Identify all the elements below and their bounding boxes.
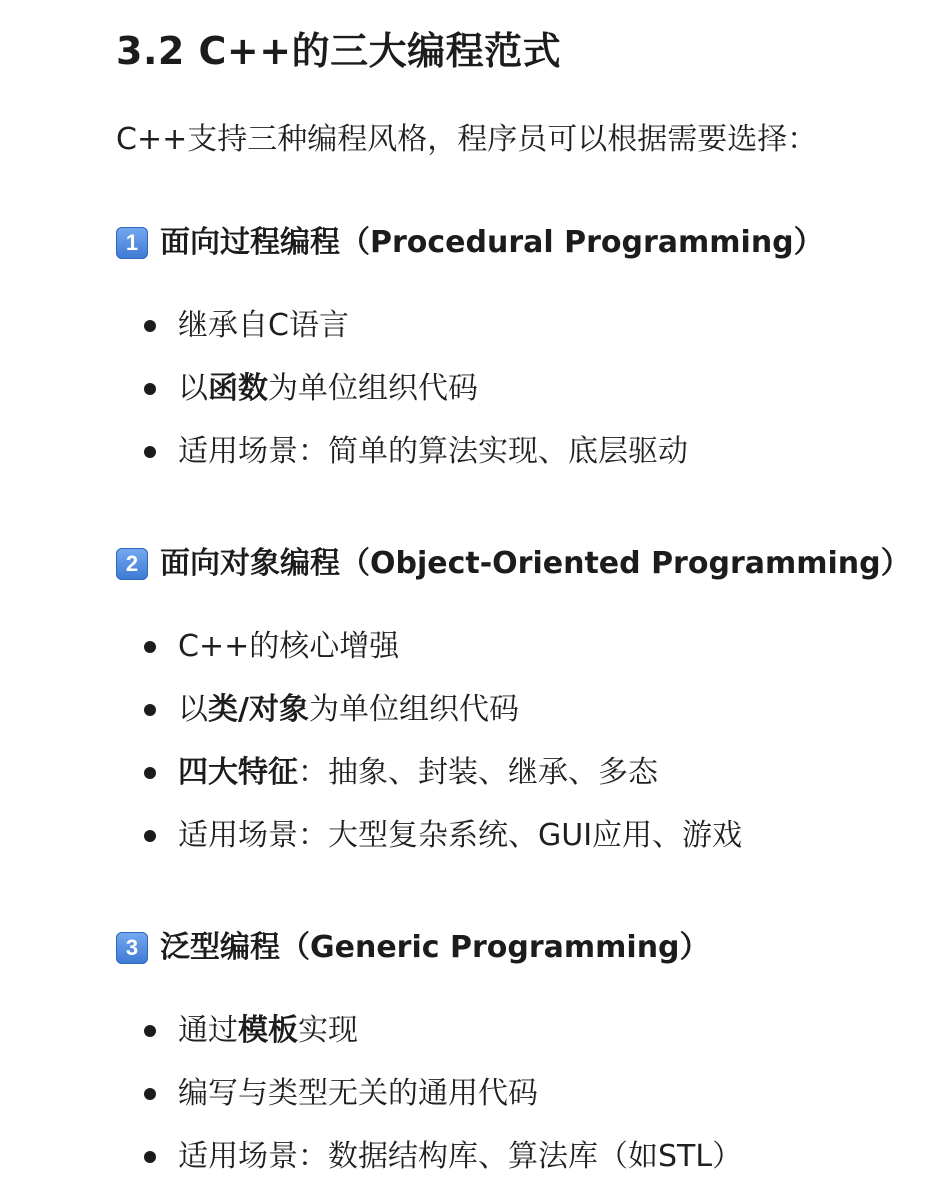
- item-bold: 类/对象: [208, 692, 309, 727]
- intro-paragraph: C++支持三种编程风格，程序员可以根据需要选择：: [116, 122, 818, 157]
- list-item: [116, 420, 916, 483]
- section-heading: [116, 218, 916, 268]
- keycap-two-icon: 2: [116, 548, 148, 580]
- list-item: [116, 294, 916, 357]
- section-heading-text: 泛型编程（Generic Programming）: [160, 930, 710, 965]
- item-text: 适用场景：简单的算法实现、底层驱动: [178, 434, 688, 469]
- list-item: [116, 804, 916, 867]
- list-item: [116, 678, 916, 741]
- document: [116, 26, 916, 1188]
- page-title: 3.2 C++的三大编程范式: [116, 29, 562, 73]
- bullet-icon: [144, 641, 156, 653]
- bullet-icon: [144, 446, 156, 458]
- bullet-list: [116, 615, 916, 867]
- keycap-three-icon: 3: [116, 932, 148, 964]
- item-text: 继承自C语言: [178, 308, 349, 343]
- bullet-icon: [144, 1025, 156, 1037]
- item-text: 以: [178, 692, 208, 727]
- item-bold: 模板: [238, 1013, 298, 1048]
- item-text: 适用场景：大型复杂系统、GUI应用、游戏: [178, 818, 743, 853]
- list-item: [116, 999, 916, 1062]
- bullet-icon: [144, 383, 156, 395]
- item-text: 适用场景：数据结构库、算法库（如STL）: [178, 1139, 743, 1174]
- bullet-icon: [144, 767, 156, 779]
- list-item: [116, 741, 916, 804]
- list-item: [116, 1125, 916, 1188]
- section-heading-text: 面向对象编程（Object-Oriented Programming）: [160, 546, 911, 581]
- item-text: 以: [178, 371, 208, 406]
- section-heading: [116, 539, 916, 589]
- list-item: [116, 1062, 916, 1125]
- item-text-post: 为单位组织代码: [268, 371, 478, 406]
- item-text-post: 实现: [298, 1013, 358, 1048]
- bullet-icon: [144, 1088, 156, 1100]
- bullet-list: [116, 999, 916, 1188]
- item-bold: 函数: [208, 371, 268, 406]
- section-object-oriented: [116, 539, 916, 867]
- item-text-post: ：抽象、封装、继承、多态: [298, 755, 658, 790]
- section-heading: [116, 923, 916, 973]
- section-heading-text: 面向过程编程（Procedural Programming）: [160, 225, 824, 260]
- item-text: 编写与类型无关的通用代码: [178, 1076, 538, 1111]
- bullet-list: [116, 294, 916, 483]
- section-generic: [116, 923, 916, 1188]
- bullet-icon: [144, 320, 156, 332]
- bullet-icon: [144, 830, 156, 842]
- item-text-post: 为单位组织代码: [308, 692, 519, 727]
- item-bold: 四大特征: [178, 755, 298, 790]
- list-item: [116, 357, 916, 420]
- bullet-icon: [144, 704, 156, 716]
- item-text: 通过: [178, 1013, 238, 1048]
- bullet-icon: [144, 1151, 156, 1163]
- section-procedural: [116, 218, 916, 483]
- list-item: [116, 615, 916, 678]
- keycap-one-icon: 1: [116, 227, 148, 259]
- item-text: C++的核心增强: [178, 629, 400, 664]
